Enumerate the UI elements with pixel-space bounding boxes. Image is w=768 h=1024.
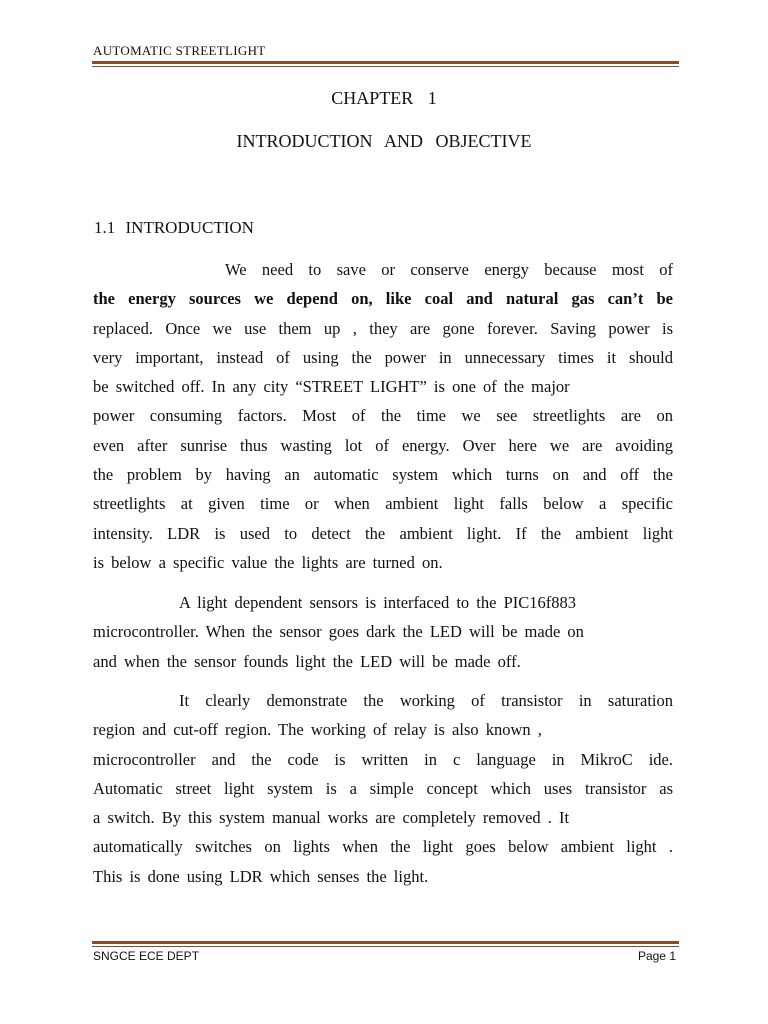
paragraph-2	[93, 588, 673, 676]
paragraph-3	[93, 686, 673, 891]
text-line: It clearly demonstrate the working of transistor in saturation	[179, 691, 673, 710]
footer-department: SNGCE ECE DEPT	[93, 949, 200, 963]
header-divider	[92, 61, 679, 67]
footer-divider	[92, 941, 679, 947]
text-line: region and cut-off region. The working of relay is also known ,	[93, 720, 542, 740]
text-line: A light dependent sensors is interfaced to the PIC16f883	[179, 593, 577, 612]
text-line: and when the sensor founds light the LED will be made off.	[93, 651, 521, 671]
text-line: even after sunrise thus wasting lot of energy. Over here we are avoiding	[93, 435, 673, 455]
text-line: We need to save or conserve energy because most of	[225, 260, 673, 279]
text-line: a switch. By this system manual works are completely removed . It	[93, 808, 570, 828]
text-line: is below a specific value the lights are turned on.	[93, 552, 443, 572]
text-line: the problem by having an automatic system which turns on and off the	[93, 465, 673, 485]
text-line: the energy sources we depend on, like coal and natural gas can’t be	[93, 289, 673, 309]
text-line: microcontroller and the code is written in c language in MikroC ide.	[93, 749, 673, 769]
text-line: power consuming factors. Most of the time we see streetlights are on	[93, 406, 673, 426]
text-line: replaced. Once we use them up , they are gone forever. Saving power is	[93, 318, 673, 338]
text-line: streetlights at given time or when ambient light falls below a specific	[93, 494, 673, 514]
text-line: microcontroller. When the sensor goes dark the LED will be made on	[93, 622, 584, 642]
text-line: very important, instead of using the power in unnecessary times it should	[93, 347, 673, 367]
running-header: AUTOMATIC STREETLIGHT	[93, 43, 266, 58]
text-line: intensity. LDR is used to detect the ambient light. If the ambient light	[93, 523, 673, 543]
chapter-label: CHAPTER 1	[331, 88, 437, 108]
chapter-title: INTRODUCTION AND OBJECTIVE	[236, 131, 532, 151]
text-line	[93, 372, 673, 401]
text-line-segment: be switched off. In any city “STREET LIGHT” is one of the major	[93, 377, 570, 397]
text-line: This is done using LDR which senses the light.	[93, 866, 429, 886]
text-line: Automatic street light system is a simple concept which uses transistor as	[93, 778, 673, 798]
text-line: automatically switches on lights when the light goes below ambient light .	[93, 837, 673, 857]
paragraph-1	[93, 255, 673, 577]
page-number: Page 1	[637, 949, 676, 963]
section-heading: 1.1 INTRODUCTION	[94, 218, 254, 237]
